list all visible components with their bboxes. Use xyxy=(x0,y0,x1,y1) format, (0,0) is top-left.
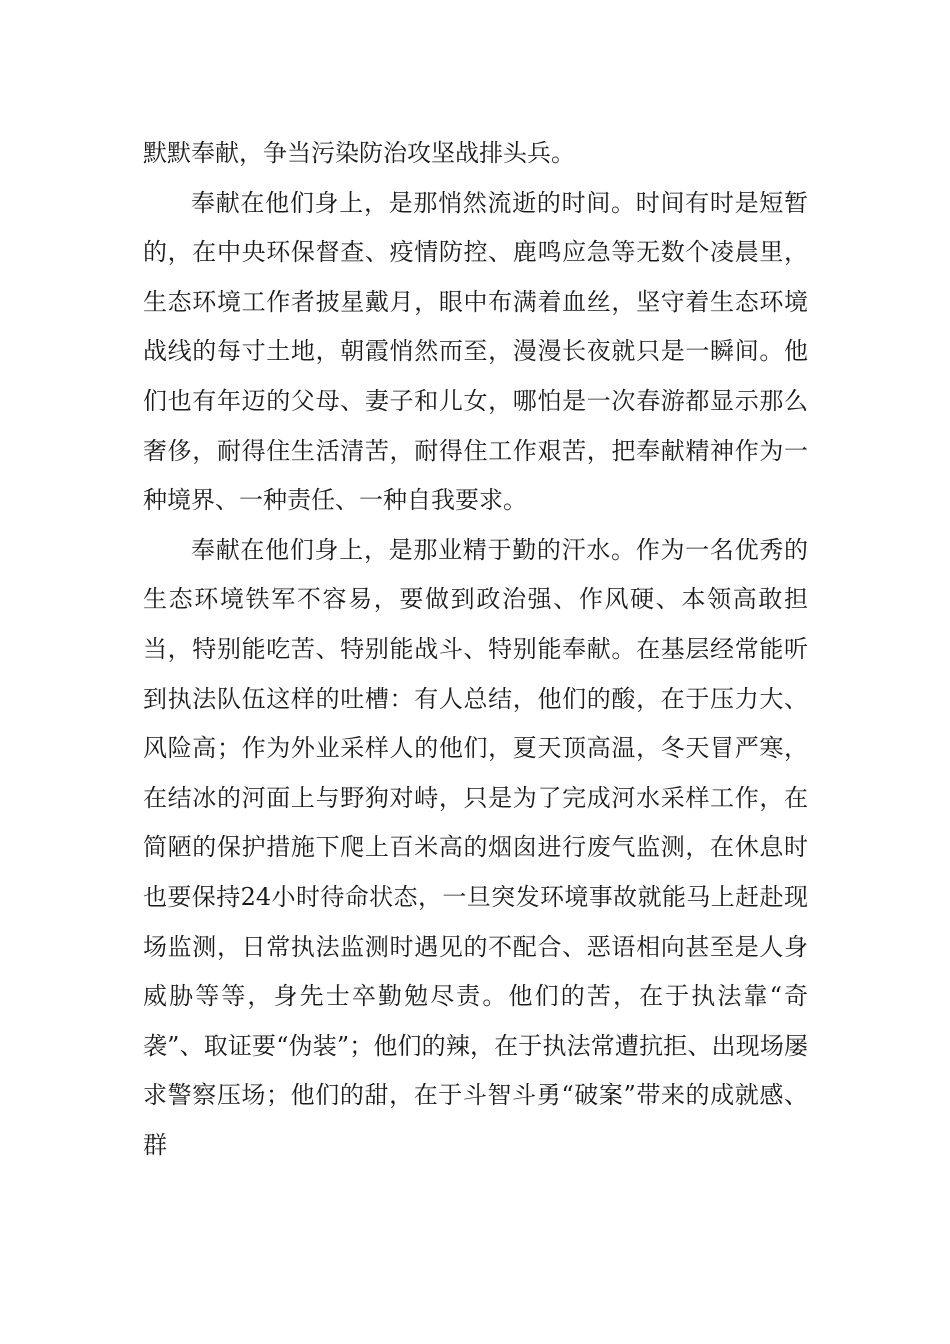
document-body xyxy=(143,129,808,1170)
paragraph-sweat: 奉献在他们身上，是那业精于勤的汗水。作为一名优秀的生态环境铁军不容易，要做到政治强、作风硬、本领高敢担当，特别能吃苦、特别能战斗、特别能奉献。在基层经常能听到执法队伍这样的吐槽：有人总结，他们的酸，在于压力大、风险高；作为外业采样人的他们，夏天顶高温，冬天冒严寒，在结冰的河面上与野狗对峙，只是为了完成河水采样工作，在简陋的保护措施下爬上百米高的烟囱进行废气监测，在休息时也要保持24小时待命状态，一旦突发环境事故就能马上赶赴现场监测，日常执法监测时遇见的不配合、恶语相向甚至是人身威胁等等，身先士卒勤勉尽责。他们的苦，在于执法靠“奇袭”、取证要“伪装”；他们的辣，在于执法常遭抗拒、出现场屡求警察压场；他们的甜，在于斗智斗勇“破案”带来的成就感、群 xyxy=(143,535,808,1159)
paragraph-time: 奉献在他们身上，是那悄然流逝的时间。时间有时是短暂的，在中央环保督查、疫情防控、鹿鸣应急等无数个凌晨里，生态环境工作者披星戴月，眼中布满着血丝，坚守着生态环境战线的每寸土地，朝霞悄然而至，漫漫长夜就只是一瞬间。他们也有年迈的父母、妻子和儿女，哪怕是一次春游都显示那么奢侈，耐得住生活清苦，耐得住工作艰苦，把奉献精神作为一种境界、一种责任、一种自我要求。 xyxy=(143,188,808,515)
paragraph-continuation: 默默奉献，争当污染防治攻坚战排头兵。 xyxy=(143,139,575,167)
